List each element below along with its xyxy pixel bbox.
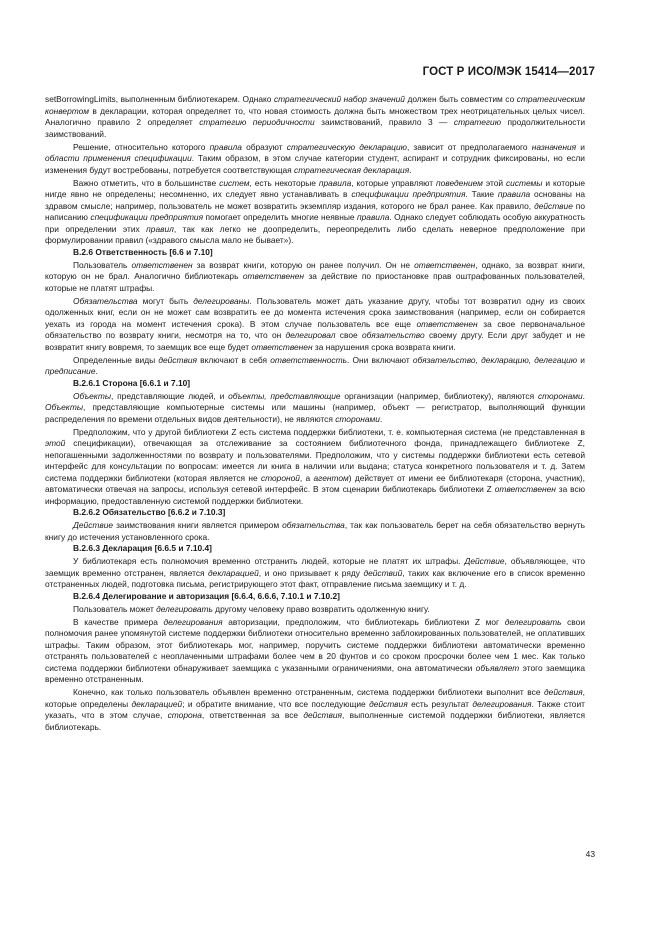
paragraph: Обязательства могут быть делегированы. Пользователь может дать указание другу, чтобы тот возвратил одну из своих одолженных книг, если он не может сам возвратить ее до момента истечения срока заимствования (например, если он собирается уехать из города на момент истечения срока). В этом случае пользователь все еще ответственен за свое первоначальное обязательство по возврату книги, несмотря на то, что он делегировал свое обязательство своему другу. Если друг забудет и не возвратит книгу вовремя, то заемщик все еще будет ответственен за нарушения срока возврата книги.	[45, 295, 586, 352]
paragraph: Пользователь ответственен за возврат книги, которую он ранее получил. Он не ответственен, однако, за возврат книги, которую он не брал. Аналогично библиотекарь ответственен за действие по приостановке прав оштрафованных пользователей, которые не платят штрафы.	[45, 259, 586, 293]
paragraph: Решение, относительно которого правила образуют стратегическую декларацию, зависит от предполагаемого назначения и области применения спецификации. Таким образом, в этом случае категории студент, аспирант и сотрудник фиксированы, но если изменения будут востребованы, потребуется соответствующая стратегическая декларация.	[45, 141, 585, 175]
section-heading: В.2.6.3 Декларация [6.6.5 и 7.10.4]	[73, 543, 212, 553]
paragraph: Действие заимствования книги является примером обязательства, так как пользователь берет на себя обязательство вернуть книгу до истечения установленного срока.	[45, 520, 585, 542]
page-number: 43	[585, 849, 595, 859]
paragraph: Предположим, что у другой библиотеки Z есть система поддержки библиотеки, т. е. компьютерная система (не представленная в этой спецификации), отвечающая за отслеживание за состоянием библиотечного фонда, принадлежащего библиотеке Z, непогашенными задолженностями по возврату и пользователями. Предположим, что у системы поддержки библиотеки есть сетевой интерфейс для консультации по вопросам: имеется ли книга в наличии или выдана; статуса конкретного пользователя и т. д. Затем система поддержки библиотеки (которая является не стороной, а агентом) действует от имени ее библиотекаря (сторона, участник), автоматически отвечая на запросы, используя сетевой интерфейс. В этом сценарии библиотекарь библиотеки Z ответственен за всю информацию, предоставленную системой поддержки библиотеки.	[45, 426, 586, 506]
paragraph: Определенные виды действия включают в себя ответственность. Они включают обязательство, декларацию, делегацию и предписание.	[45, 354, 585, 376]
paragraph: У библиотекаря есть полномочия временно отстранить людей, которые не платят их штрафы. Действие, объявляющее, что заемщик временно отстранен, является декларацией, и оно призывает к ряду действий, таких как включение его в список временно отстраненных людей, подготовка письма, регистрирующего этот факт, отправление письма заемщику и т. д.	[45, 556, 585, 589]
paragraph: Конечно, как только пользователь объявлен временно отстраненным, система поддержки библиотеки выполнит все действия, которые определены декларацией; и обратите внимание, что все последующие действия есть результат делегирования. Также стоит указать, что в этом случае, сторона, ответственная за все действия, выполненные системой поддержки библиотеки, является библиотекарь.	[45, 687, 585, 732]
section-heading: В.2.6.4 Делегирование и авторизация [6.6.4, 6.6.6, 7.10.1 и 7.10.2]	[73, 590, 340, 601]
section-heading: В.2.6.1 Сторона [6.6.1 и 7.10]	[73, 377, 191, 388]
section-heading: В.2.6.2 Обязательство [6.6.2 и 7.10.3]	[73, 507, 226, 517]
document-body	[45, 94, 585, 733]
paragraph: Объекты, представляющие людей, и объекты, представляющие организации (например, библиотеку), являются сторонами. Объекты, представляющие компьютерные системы или машины (например, объект — регистратор, выполняющий функции распределения по времени отдельных видов деятельности), не являются сторонами.	[45, 390, 585, 424]
paragraph: В качестве примера делегирования авторизации, предположим, что библиотекарь библиотеки Z мог делегировать свои полномочия ранее упомянутой системе поддержки библиотеки относительно временно заблокированных пользователей, не оплативших штрафы. Таким образом, этот библиотекарь мог, например, поручить системе поддержки библиотеки автоматически временно отстранять пользователей с неоплаченными штрафами более чем в 20 фунтов и со сроком просрочки более чем 1 мес. Как только система поддержки библиотеки обнаруживает заемщика с указанными ограничениями, она автоматически объявляет этого заемщика временно отстраненным.	[45, 616, 585, 684]
document-header: ГОСТ Р ИСО/МЭК 15414—2017	[422, 66, 595, 78]
paragraph: Пользователь может делегировать другому человеку право возвратить одолженную книгу.	[73, 603, 430, 614]
paragraph: setBorrowingLimits, выполненным библиотекарем. Однако стратегический набор значений должен быть совместим со стратегическим конвертом в декларации, которая определяет то, что новая стоимость должна быть множеством трех неотрицательных целых чисел. Аналогично правило 2 определяет стратегию периодичности заимствований, правило 3 — стратегию продолжительности заимствований.	[45, 94, 585, 139]
section-heading: В.2.6 Ответственность [6.6 и 7.10]	[73, 246, 213, 257]
paragraph: Важно отметить, что в большинстве систем, есть некоторые правила, которые управляют поведением этой системы и которые нигде явно не определены; несомненно, их следует явно устанавливать в спецификации предприятия. Такие правила основаны на здравом смысле; например, пользователь не может возвратить экземпляр издания, которого не брал ранее. Как правило, действие по написанию спецификации предприятия помогает определить многие неявные правила. Однако следует соблюдать особую аккуратность при определении этих правил, так как легко не доопределить, переопределить либо сделать неверное предположение при формулировании правил («здравого смысла мало не бывает»).	[45, 177, 585, 245]
